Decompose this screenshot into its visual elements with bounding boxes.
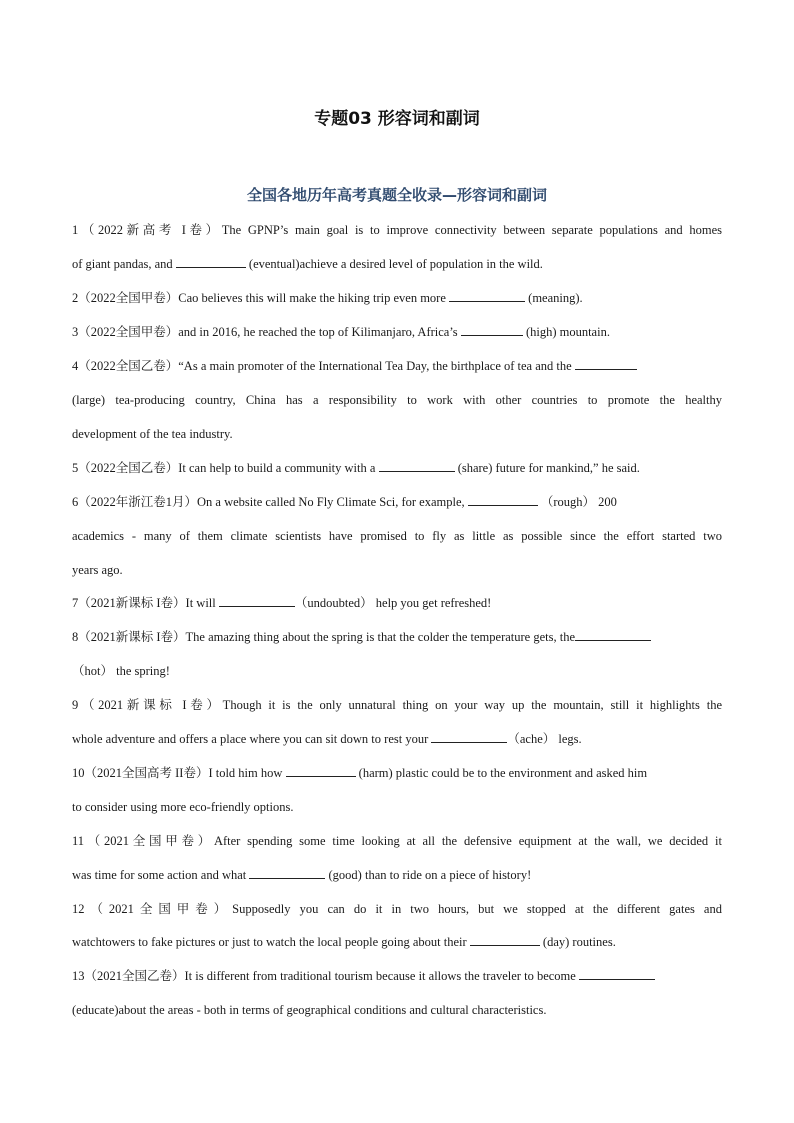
answer-blank[interactable]	[286, 764, 356, 777]
answer-blank[interactable]	[579, 967, 655, 980]
question-1-line-1: 1（2022新高考 I卷）The GPNP’s main goal is to improve connectivity between separate populations and homes	[72, 223, 722, 237]
question-4-line-1: 4（2022全国乙卷）“As a main promoter of the International Tea Day, the birthplace of tea and the	[72, 357, 722, 375]
answer-blank[interactable]	[176, 255, 246, 268]
answer-blank[interactable]	[431, 730, 507, 743]
question-6-line-2: academics - many of them climate scientists have promised to fly as little as possible since the effort started two	[72, 529, 722, 543]
answer-blank[interactable]	[219, 594, 295, 607]
section-subtitle: 全国各地历年高考真题全收录—形容词和副词	[246, 186, 547, 204]
question-5: 5（2022全国乙卷）It can help to build a community with a (share) future for mankind,” he said.	[72, 461, 640, 475]
question-4-line-3: development of the tea industry.	[72, 427, 233, 441]
question-2: 2（2022全国甲卷）Cao believes this will make the hiking trip even more (meaning).	[72, 291, 583, 305]
question-7: 7（2021新课标 I卷）It will （undoubted） help you get refreshed!	[72, 596, 492, 610]
page-title: 专题03 形容词和副词	[314, 109, 480, 129]
question-11-line-2: was time for some action and what (good) than to ride on a piece of history!	[72, 868, 532, 882]
question-3: 3（2022全国甲卷）and in 2016, he reached the top of Kilimanjaro, Africa’s (high) mountain.	[72, 325, 610, 339]
answer-blank[interactable]	[470, 933, 540, 946]
question-10-line-2: to consider using more eco-friendly options.	[72, 800, 294, 814]
answer-blank[interactable]	[461, 323, 523, 336]
question-12-line-2: watchtowers to fake pictures or just to watch the local people going about their (day) routines.	[72, 935, 616, 949]
answer-blank[interactable]	[249, 866, 325, 879]
question-11-line-1: 11（2021全国甲卷）After spending some time looking at all the defensive equipment at the wall, we decided it	[72, 834, 722, 848]
question-12-line-1: 12（2021全国甲卷）Supposedly you can do it in two hours, but we stopped at the different gates and	[72, 902, 722, 916]
question-6-line-1: 6（2022年浙江卷1月）On a website called No Fly Climate Sci, for example, （rough） 200	[72, 495, 617, 509]
question-9-line-2: whole adventure and offers a place where you can sit down to rest your （ache） legs.	[72, 732, 582, 746]
question-8-line-2: （hot） the spring!	[72, 664, 170, 678]
question-8-line-1: 8（2021新课标 I卷）The amazing thing about the spring is that the colder the temperature gets, the	[72, 628, 722, 646]
question-13-line-2: (educate)about the areas - both in terms of geographical conditions and cultural characteristics.	[72, 1003, 547, 1017]
question-9-line-1: 9（2021新课标 I卷）Though it is the only unnatural thing on your way up the mountain, still it highlights the	[72, 698, 722, 712]
answer-blank[interactable]	[575, 628, 651, 641]
answer-blank[interactable]	[449, 289, 525, 302]
question-1-line-2: of giant pandas, and (eventual)achieve a desired level of population in the wild.	[72, 257, 543, 271]
answer-blank[interactable]	[379, 459, 455, 472]
question-6-line-3: years ago.	[72, 563, 123, 577]
answer-blank[interactable]	[468, 493, 538, 506]
answer-blank[interactable]	[575, 357, 637, 370]
question-13-line-1: 13（2021全国乙卷）It is different from traditional tourism because it allows the traveler to become	[72, 967, 722, 985]
question-4-line-2: (large) tea-producing country, China has a responsibility to work with other countries to promote the healthy	[72, 393, 722, 407]
question-10-line-1: 10（2021全国高考 II卷）I told him how (harm) plastic could be to the environment and asked him	[72, 766, 648, 780]
